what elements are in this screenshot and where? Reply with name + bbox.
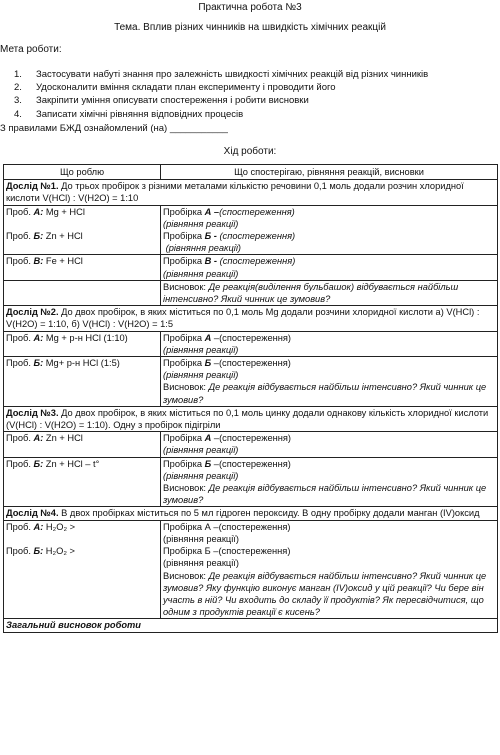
- observation-a: [163, 206, 495, 218]
- conclusion-question: Де реакція(виділення бульбашок) відбувається найбільш інтенсивно? Який чинник це зумовив?: [163, 281, 459, 305]
- table-row: [4, 331, 498, 356]
- equation-placeholder: (рівняння реакції): [163, 470, 239, 481]
- tube-label: Б:: [33, 458, 44, 469]
- empty-cell: [4, 280, 161, 305]
- tube-label: А:: [33, 332, 44, 343]
- experiment-4-tubes: [4, 520, 161, 619]
- goal-text: Застосувати набуті знання про залежність швидкості хімічних реакцій від різних чинників: [36, 69, 429, 80]
- goal-item: [14, 94, 500, 107]
- goal-text: Удосконалити вміння складати план експерименту і проводити його: [36, 82, 336, 94]
- observation-placeholder: (спостереження): [219, 206, 295, 217]
- observation-placeholder: (спостереження): [216, 231, 296, 242]
- experiment-1-number: Дослід №1.: [6, 181, 59, 192]
- observation-label: А: [204, 433, 212, 444]
- table-row: [4, 280, 498, 305]
- table-row: [4, 205, 498, 255]
- table-row: [4, 520, 498, 619]
- experiment-2-observation-a: [161, 331, 498, 356]
- goal-number: 2.: [14, 82, 22, 94]
- tube-reaction: Mg + HCl: [43, 206, 85, 217]
- tube-reaction: Zn + HCl: [43, 230, 83, 241]
- equation-placeholder: (рівняння реакції): [163, 533, 239, 544]
- experiment-3-conclusion: [163, 482, 495, 506]
- observation-prefix: Пробірка: [163, 256, 205, 267]
- topic-line: Тема. Вплив різних чинників на швидкість хімічних реакцій: [114, 22, 386, 33]
- observation-label: Б: [204, 458, 212, 469]
- tube-label: В:: [33, 256, 44, 267]
- observation-placeholder: –(спостереження): [211, 358, 291, 369]
- experiment-3-number: Дослід №3.: [6, 407, 59, 418]
- tube-a: [6, 521, 158, 533]
- experiment-3-observation-b: [161, 457, 498, 507]
- experiment-4-conclusion: [163, 570, 495, 619]
- tube-label: А:: [33, 521, 44, 532]
- tube-b: [6, 230, 158, 242]
- experiment-2-conclusion: [163, 381, 495, 405]
- observation-a: [163, 432, 495, 444]
- tube-reaction: Mg + р-н HCl (1:10): [43, 332, 128, 343]
- tube-label: А:: [33, 433, 44, 444]
- observation-placeholder: –(спостереження): [211, 458, 291, 469]
- observation-label: Б: [204, 358, 212, 369]
- observation-a: Пробірка А –(спостереження): [163, 521, 291, 532]
- section-heading: Хід роботи:: [223, 146, 277, 157]
- conclusion-label: Висновок:: [163, 281, 207, 292]
- experiment-1-tube-c: [4, 255, 161, 280]
- experiment-1-observation-c: [161, 255, 498, 280]
- tube-prefix: Проб.: [6, 358, 34, 369]
- observation-label: В -: [204, 256, 218, 267]
- goal-text: Записати хімічні рівняння відповідних процесів: [36, 108, 244, 120]
- observation-placeholder: (спостереження): [217, 256, 296, 267]
- goals-list: [14, 68, 500, 121]
- experiment-1-tubes-ab: [4, 205, 161, 255]
- conclusion-label: Висновок:: [163, 483, 207, 494]
- tube-prefix: Проб.: [6, 545, 34, 556]
- experiment-4-description-row: [4, 507, 498, 520]
- observation-prefix: Пробірка: [163, 206, 205, 217]
- equation-placeholder: (рівняння реакції): [163, 218, 239, 229]
- observation-prefix: Пробірка: [163, 231, 205, 242]
- experiment-1-observations-ab: [161, 205, 498, 255]
- tube-prefix: Проб.: [6, 206, 34, 217]
- tube-label: Б:: [33, 358, 44, 369]
- goal-item: [14, 108, 500, 121]
- goal-number: 3.: [14, 95, 22, 107]
- experiment-2-tube-b: [4, 357, 161, 407]
- experiment-1-text: До трьох пробірок з різними металами кількістю речовини 0,1 моль додали розчин хлоридної кислоти V(HCl) : V(H2O) = 1:10: [6, 181, 464, 204]
- equation-placeholder: (рівняння реакції): [163, 268, 239, 279]
- page-title: Практична робота №3: [198, 2, 302, 13]
- observation-b: Пробірка Б –(спостереження): [163, 546, 291, 557]
- tube-reaction: H₂O₂ >: [43, 521, 76, 532]
- tube-prefix: Проб.: [6, 458, 34, 469]
- tube-label: А:: [33, 206, 44, 217]
- tube-reaction: Zn + HCl: [43, 433, 83, 444]
- tube-prefix: Проб.: [6, 230, 34, 241]
- experiment-2-tube-a: [4, 331, 161, 356]
- tube-reaction: Mg+ р-н HCl (1:5): [43, 358, 120, 369]
- tube-prefix: Проб.: [6, 521, 34, 532]
- experiment-4-text: В двох пробірках міститься по 5 мл гідроген пероксиду. В одну пробірку додали манган (IV)оксид: [58, 508, 480, 519]
- equation-placeholder: (рівняння реакції): [163, 558, 239, 569]
- observation-a: [163, 332, 495, 344]
- safety-acknowledgement: З правилами БЖД ознайомлений (на) ___________: [0, 123, 228, 134]
- table-header-row: [4, 165, 498, 180]
- observation-prefix: Пробірка: [163, 358, 205, 369]
- table-row: [4, 357, 498, 407]
- experiment-3-text: До двох пробірок, в яких міститься по 0,1 моль цинку додали однакову кількість хлоридної кислоти (V(HCl) : V(H2O) = 1:10). Одну з пробірок підігріли: [6, 407, 489, 431]
- observation-label: Б -: [204, 231, 217, 242]
- goal-item: [14, 81, 500, 94]
- conclusion-question: Де реакція відбувається найбільш інтенсивно? Який чинник це зумовив?: [163, 483, 487, 506]
- tube-prefix: Проб.: [6, 256, 34, 267]
- table-row: [4, 432, 498, 457]
- experiment-2-text: До двох пробірок, в яких міститься по 0,1 моль Mg додали розчини хлоридної кислоти а) V(HCl) : V(H2O) = 1:10, б) V(HCl) : V(H2O) = 1:5: [6, 307, 480, 330]
- experiment-3-observation-a: [161, 432, 498, 457]
- table-row: [4, 255, 498, 280]
- conclusion-label: Висновок:: [163, 382, 207, 393]
- experiment-3-description: [4, 406, 498, 431]
- conclusion-question: Де реакція відбувається найбільш інтенсивно? Який чинник це зумовив?: [163, 382, 487, 405]
- experiment-2-number: Дослід №2.: [6, 307, 59, 318]
- experiment-1-conclusion: [161, 280, 498, 305]
- conclusion-label: Висновок:: [163, 570, 207, 581]
- table-row: [4, 457, 498, 507]
- observation-b: [163, 458, 495, 470]
- observation-label: А –: [204, 206, 220, 217]
- tube-prefix: Проб.: [6, 433, 34, 444]
- observation-prefix: Пробірка: [163, 433, 205, 444]
- general-conclusion-row: [4, 619, 498, 632]
- observation-b: [163, 230, 495, 242]
- column-header-actions: Що роблю: [4, 165, 161, 180]
- experiment-2-description-row: [4, 306, 498, 331]
- tube-label: Б:: [33, 230, 44, 241]
- experiment-4-observations: [161, 520, 498, 619]
- procedure-table: [3, 164, 498, 633]
- experiment-2-observation-b: [161, 357, 498, 407]
- tube-a: [6, 206, 158, 218]
- experiment-3-description-row: [4, 406, 498, 431]
- observation-placeholder: –(спостереження): [211, 332, 292, 343]
- goal-number: 4.: [14, 108, 22, 120]
- observation-label: А: [204, 332, 212, 343]
- goal-label: Мета роботи:: [0, 44, 62, 55]
- observation-prefix: Пробірка: [163, 458, 205, 469]
- observation-placeholder: –(спостереження): [211, 433, 292, 444]
- experiment-1-description: [4, 180, 498, 205]
- equation-placeholder: (рівняння реакції): [165, 243, 241, 254]
- equation-placeholder: (рівняння реакції): [163, 370, 239, 381]
- goal-number: 1.: [14, 69, 22, 80]
- tube-label: Б:: [33, 545, 44, 556]
- tube-reaction: Fe + HCl: [43, 256, 83, 267]
- equation-placeholder: (рівняння реакції): [163, 344, 239, 355]
- observation-prefix: Пробірка: [163, 332, 205, 343]
- goal-text: Закріпити уміння описувати спостереження і робити висновки: [36, 95, 309, 107]
- conclusion-question: Де реакція відбувається найбільш інтенсивно? Який чинник це зумовив? Яку функцію виконує манган (IV)оксид у цій реакції? Чи бере він участь в ній? Чи входить до складу її продуктів? Як пересвідчитися, що одним з продуктів реакції є кисень?: [163, 570, 487, 618]
- experiment-4-number: Дослід №4.: [6, 508, 59, 519]
- column-header-observations: Що спостерігаю, рівняння реакцій, висновки: [161, 165, 498, 180]
- observation-c: [163, 255, 495, 267]
- tube-b: [6, 545, 158, 557]
- experiment-1-description-row: [4, 180, 498, 205]
- observation-b: [163, 357, 495, 369]
- experiment-3-tube-b: [4, 457, 161, 507]
- experiment-2-description: [4, 306, 498, 331]
- general-conclusion: Загальний висновок роботи: [4, 619, 498, 632]
- goal-item: [14, 68, 500, 81]
- tube-reaction: Zn + HCl – t°: [43, 458, 100, 469]
- equation-placeholder: (рівняння реакції): [163, 445, 239, 456]
- tube-reaction: H₂O₂ >: [43, 545, 75, 556]
- experiment-3-tube-a: [4, 432, 161, 457]
- tube-prefix: Проб.: [6, 332, 34, 343]
- experiment-4-description: [4, 507, 498, 520]
